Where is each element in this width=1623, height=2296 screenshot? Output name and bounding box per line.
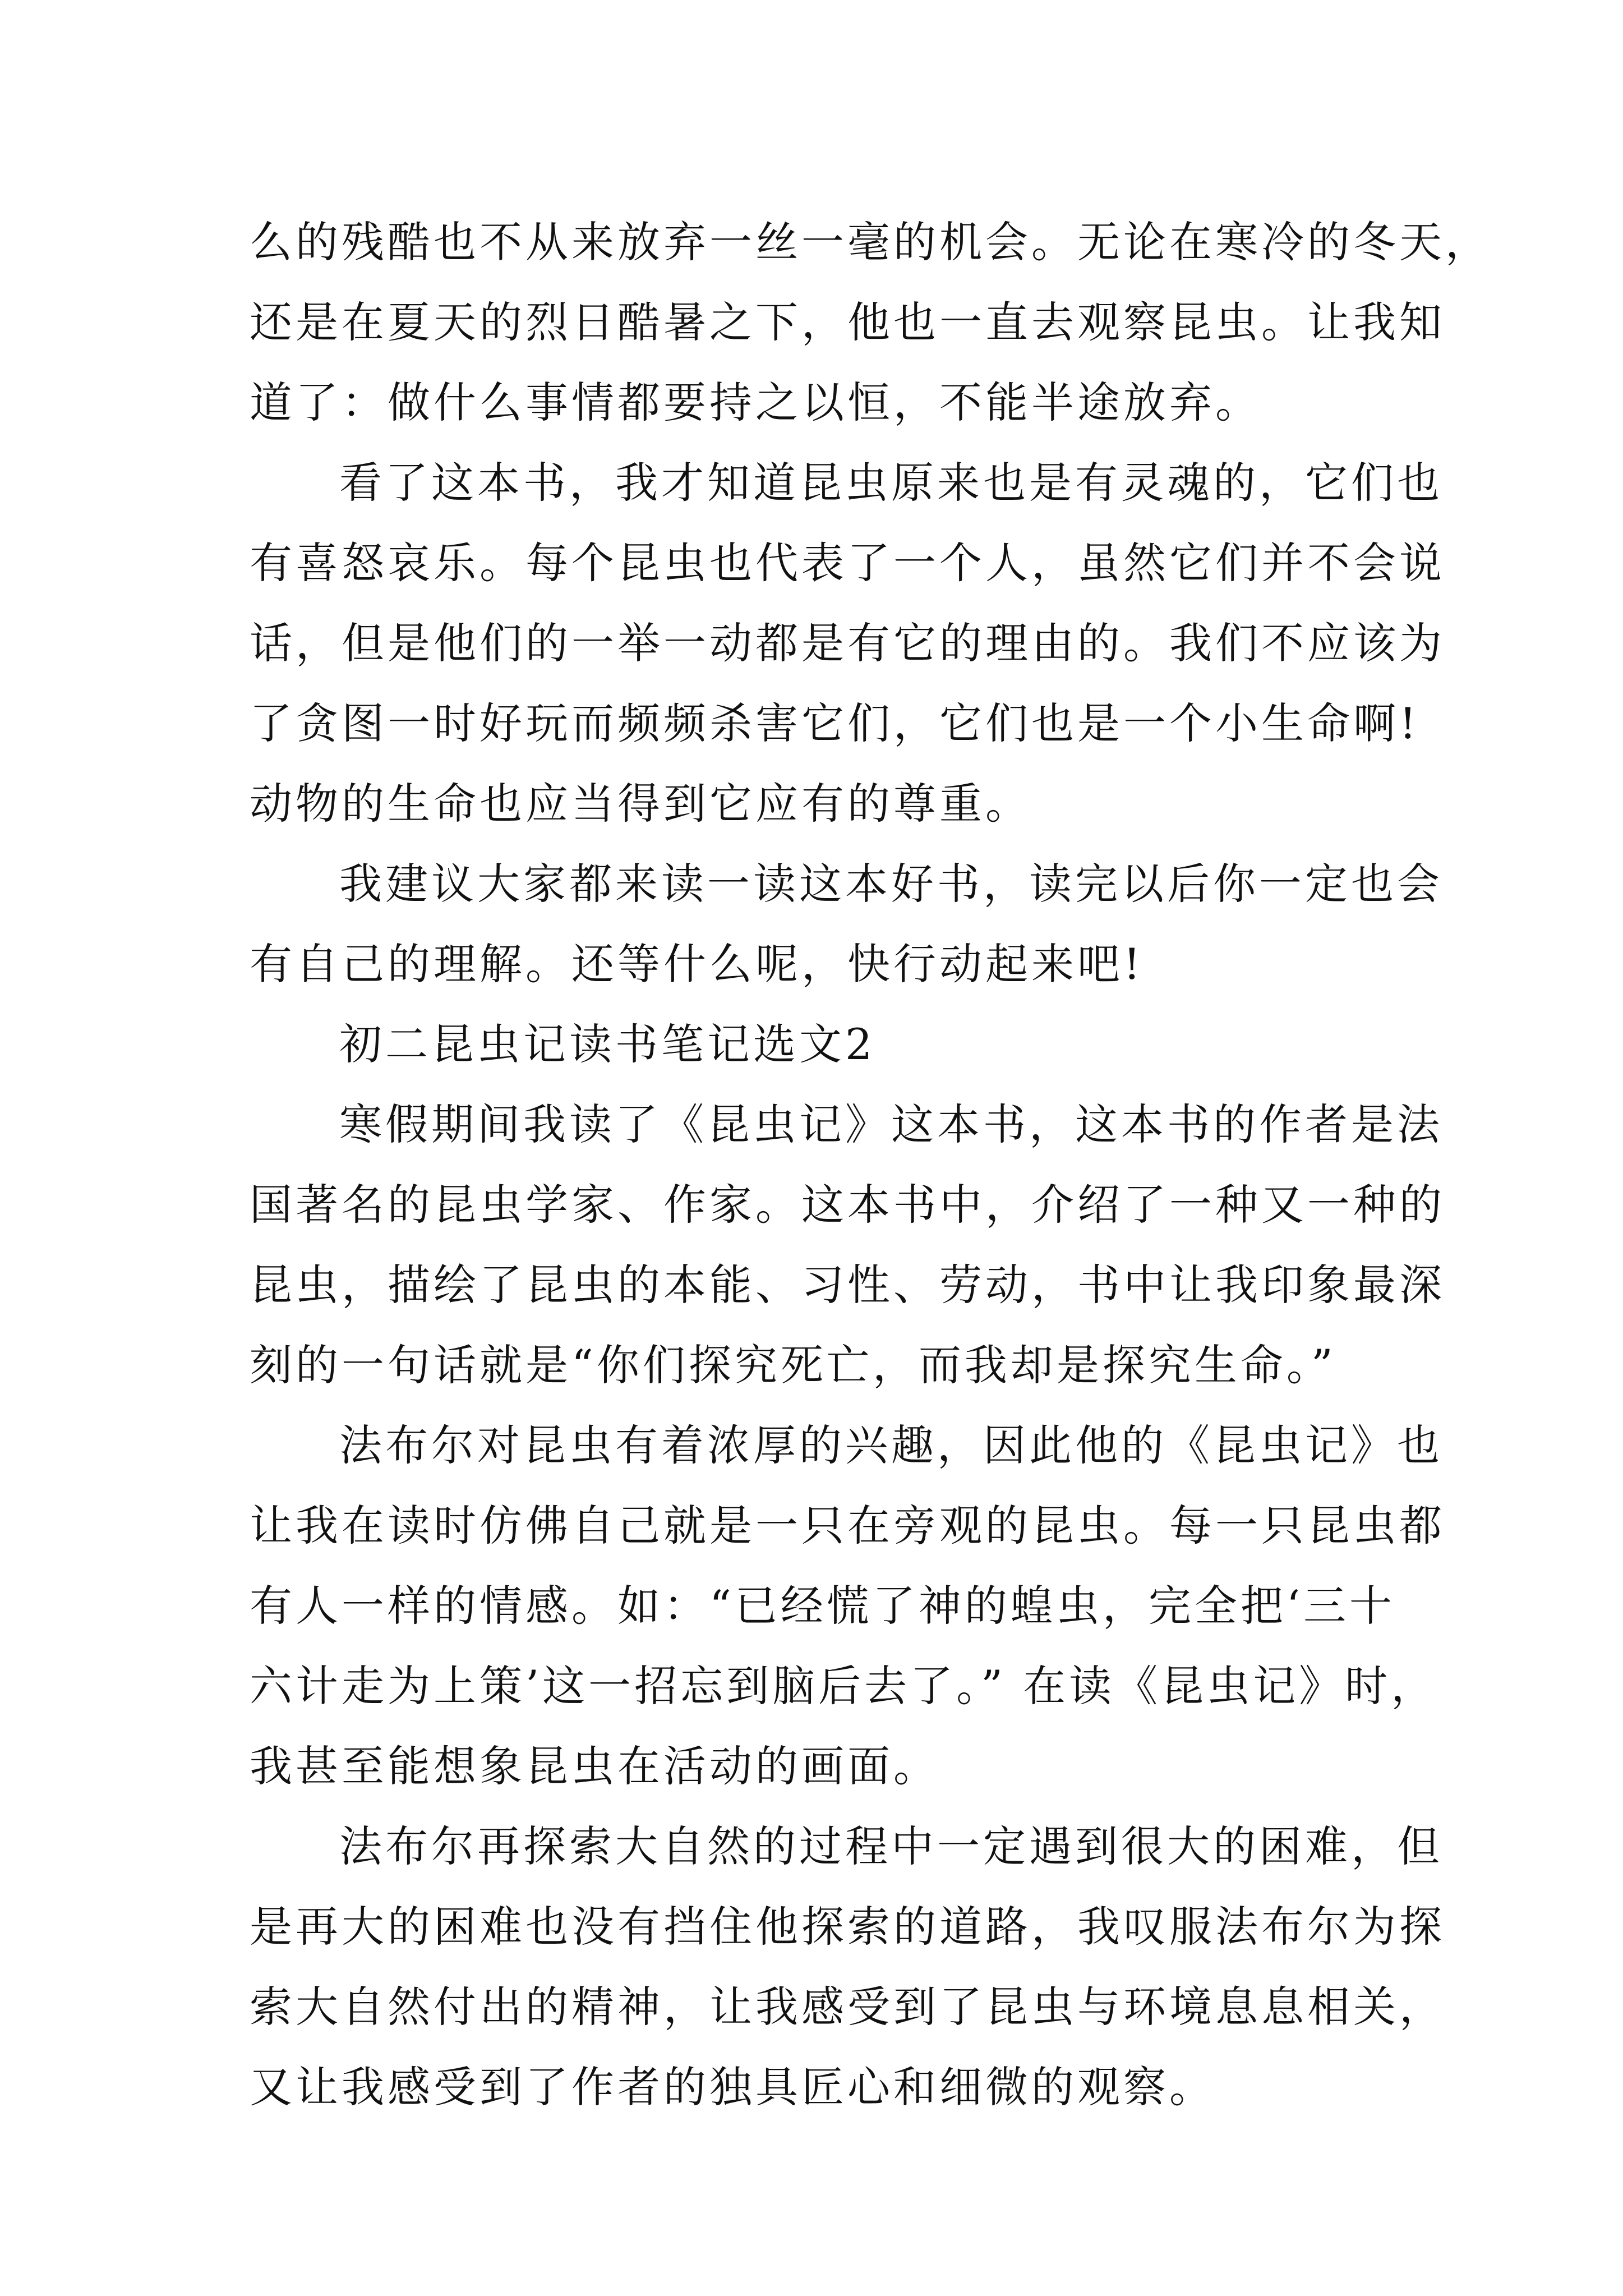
text-line: 有喜怒哀乐。每个昆虫也代表了一个人，虽然它们并不会说 xyxy=(250,538,1445,588)
text-line: 又让我感受到了作者的独具匠心和细微的观察。 xyxy=(250,2062,1215,2112)
text-line: 看了这本书，我才知道昆虫原来也是有灵魂的，它们也 xyxy=(339,458,1443,508)
text-line: 话，但是他们的一举一动都是有它的理由的。我们不应该为 xyxy=(250,618,1445,668)
text-line: 法布尔再探索大自然的过程中一定遇到很大的困难，但 xyxy=(339,1821,1443,1871)
text-line: 六计走为上策’这一招忘到脑后去了。” 在读《昆虫记》时， xyxy=(250,1661,1437,1711)
text-line: 有人一样的情感。如：“已经慌了神的蝗虫，完全把‘三十 xyxy=(250,1581,1396,1631)
text-line: 道了：做什么事情都要持之以恒，不能半途放弃。 xyxy=(250,378,1261,427)
text-line: 国著名的昆虫学家、作家。这本书中，介绍了一种又一种的 xyxy=(250,1180,1445,1230)
text-line: 我甚至能想象昆虫在活动的画面。 xyxy=(250,1741,939,1791)
text-line: 还是在夏天的烈日酷暑之下，他也一直去观察昆虫。让我知 xyxy=(250,297,1445,347)
text-line: 法布尔对昆虫有着浓厚的兴趣，因此他的《昆虫记》也 xyxy=(339,1420,1443,1470)
text-line: 寒假期间我读了《昆虫记》这本书，这本书的作者是法 xyxy=(339,1099,1443,1149)
text-line: 初二昆虫记读书笔记选文2 xyxy=(339,1019,876,1069)
text-line: 刻的一句话就是“你们探究死亡，而我却是探究生命。” xyxy=(250,1340,1336,1390)
text-line: 有自己的理解。还等什么呢，快行动起来吧! xyxy=(250,939,1144,989)
text-line: 是再大的困难也没有挡住他探索的道路，我叹服法布尔为探 xyxy=(250,1902,1445,1952)
text-line: 让我在读时仿佛自己就是一只在旁观的昆虫。每一只昆虫都 xyxy=(250,1501,1445,1550)
body-text xyxy=(250,202,1491,2127)
text-line: 了贪图一时好玩而频频杀害它们，它们也是一个小生命啊! xyxy=(250,698,1420,748)
text-line: 昆虫，描绘了昆虫的本能、习性、劳动，书中让我印象最深 xyxy=(250,1260,1445,1310)
text-line: 我建议大家都来读一读这本好书，读完以后你一定也会 xyxy=(339,859,1443,909)
text-line: 索大自然付出的精神，让我感受到了昆虫与环境息息相关， xyxy=(250,1982,1445,2032)
text-line: 动物的生命也应当得到它应有的尊重。 xyxy=(250,779,1031,829)
text-line: 么的残酷也不从来放弃一丝一毫的机会。无论在寒冷的冬天， xyxy=(250,217,1491,267)
